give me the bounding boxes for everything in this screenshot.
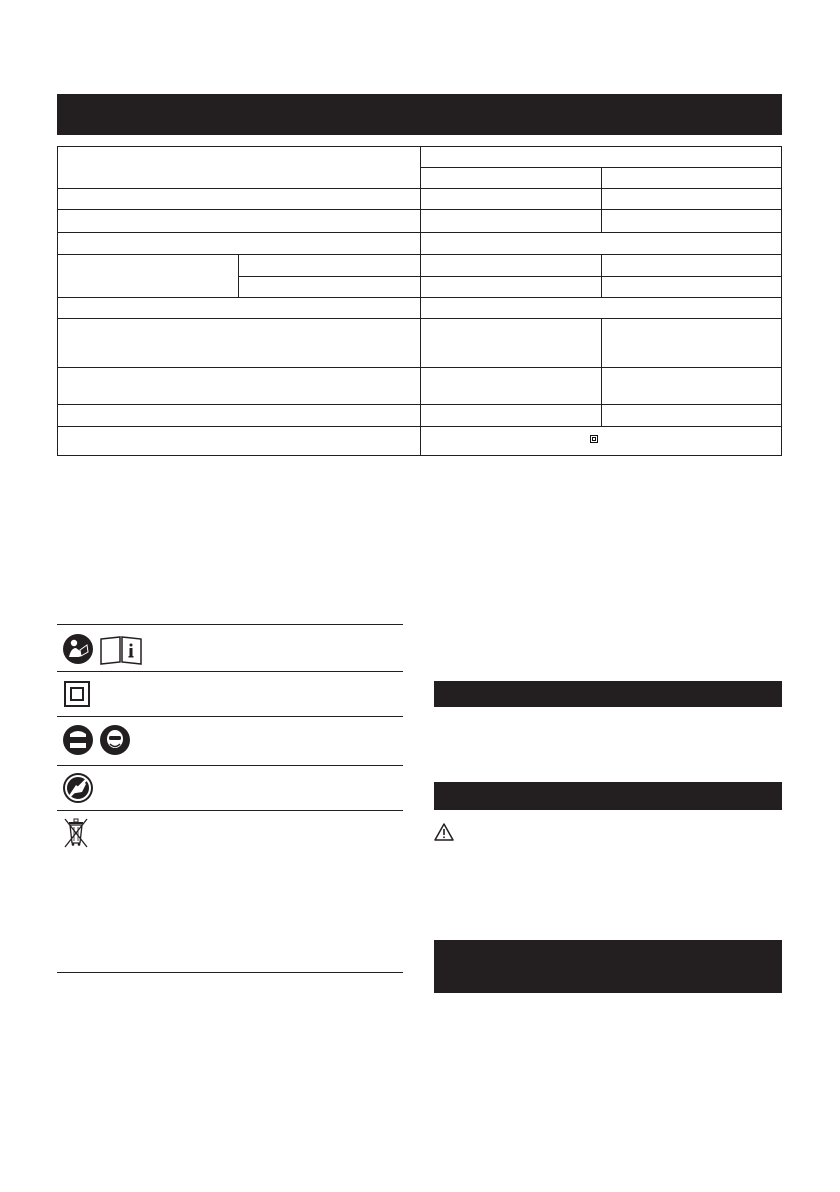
double-insulation-icon	[590, 435, 598, 443]
section-bar-1	[434, 681, 782, 707]
section-bar-3	[434, 940, 782, 993]
no-hand-near-blade-icon	[62, 772, 94, 804]
section-bar-2	[434, 782, 782, 810]
eye-protection-icon	[62, 724, 94, 756]
double-insulation-icon	[63, 680, 91, 708]
warning-triangle-icon	[434, 823, 454, 841]
specifications-table	[57, 146, 782, 456]
section-header-bar	[57, 94, 782, 135]
dust-mask-icon	[99, 724, 131, 756]
info-book-icon	[99, 635, 143, 665]
crossed-bin-icon	[62, 816, 90, 848]
read-manual-icon	[62, 633, 94, 665]
